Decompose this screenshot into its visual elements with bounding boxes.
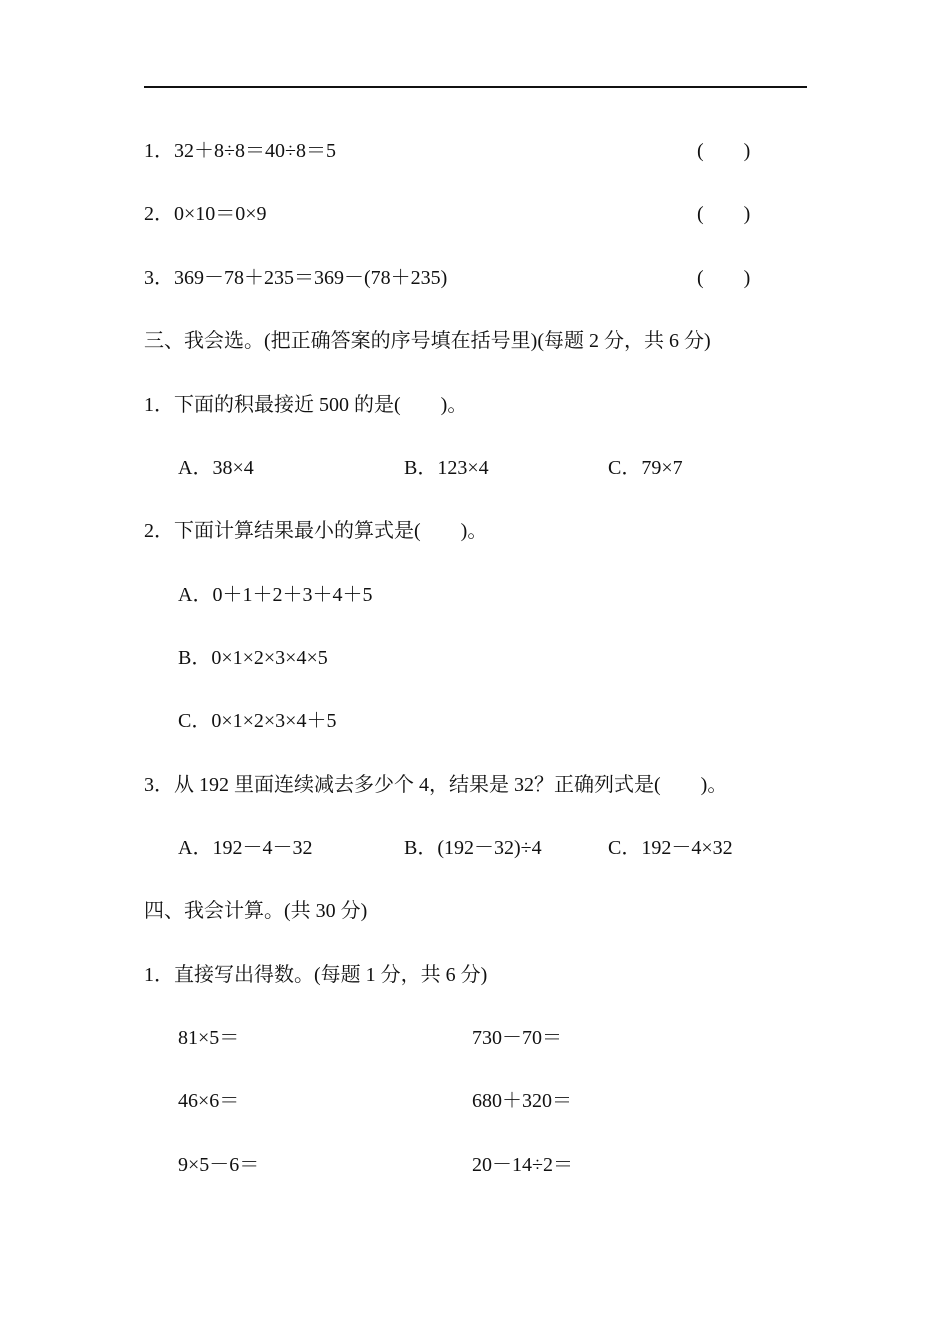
judge-answer-2[interactable]: ( ) <box>697 203 751 225</box>
section-4-heading: 四、我会计算。(共 30 分) <box>144 900 368 922</box>
calc-item: 20－14÷2＝ <box>472 1154 573 1176</box>
section-3-heading: 三、我会选。(把正确答案的序号填在括号里)(每题 2 分，共 6 分) <box>144 330 711 352</box>
calc-item: 680＋320＝ <box>472 1090 572 1112</box>
choice-q1-option-c[interactable]: C．79×7 <box>608 457 683 479</box>
choice-q3-stem: 3．从 192 里面连续减去多少个 4，结果是 32？正确列式是( )。 <box>144 774 728 796</box>
judge-answer-3[interactable]: ( ) <box>697 267 751 289</box>
judge-num: 2． <box>144 203 174 225</box>
choice-q2-stem: 2．下面计算结果最小的算式是( )。 <box>144 520 488 542</box>
choice-q2-option-a[interactable]: A．0＋1＋2＋3＋4＋5 <box>178 584 373 606</box>
choice-q3-option-a[interactable]: A．192－4－32 <box>178 837 313 859</box>
calc-item: 730－70＝ <box>472 1027 562 1049</box>
judge-item-1 <box>144 137 336 165</box>
choice-q1-stem: 1．下面的积最接近 500 的是( )。 <box>144 394 468 416</box>
judge-item-2 <box>144 200 267 228</box>
choice-q1-option-a[interactable]: A．38×4 <box>178 457 254 479</box>
judge-num: 1． <box>144 140 174 162</box>
calc-item: 9×5－6＝ <box>178 1154 260 1176</box>
judge-text: 369－78＋235＝369－(78＋235) <box>174 267 448 289</box>
choice-q1-option-b[interactable]: B．123×4 <box>404 457 489 479</box>
choice-q2-option-c[interactable]: C．0×1×2×3×4＋5 <box>178 710 337 732</box>
calc-item: 46×6＝ <box>178 1090 240 1112</box>
judge-num: 3． <box>144 267 174 289</box>
judge-answer-1[interactable]: ( ) <box>697 140 751 162</box>
judge-text: 0×10＝0×9 <box>174 203 267 225</box>
choice-q3-option-c[interactable]: C．192－4×32 <box>608 837 733 859</box>
calc-item: 81×5＝ <box>178 1027 240 1049</box>
choice-q2-option-b[interactable]: B．0×1×2×3×4×5 <box>178 647 328 669</box>
top-rule <box>144 86 807 88</box>
calc-sub-heading: 1．直接写出得数。(每题 1 分，共 6 分) <box>144 964 488 986</box>
judge-item-3 <box>144 264 447 292</box>
judge-text: 32＋8÷8＝40÷8＝5 <box>174 140 336 162</box>
choice-q3-option-b[interactable]: B．(192－32)÷4 <box>404 837 542 859</box>
